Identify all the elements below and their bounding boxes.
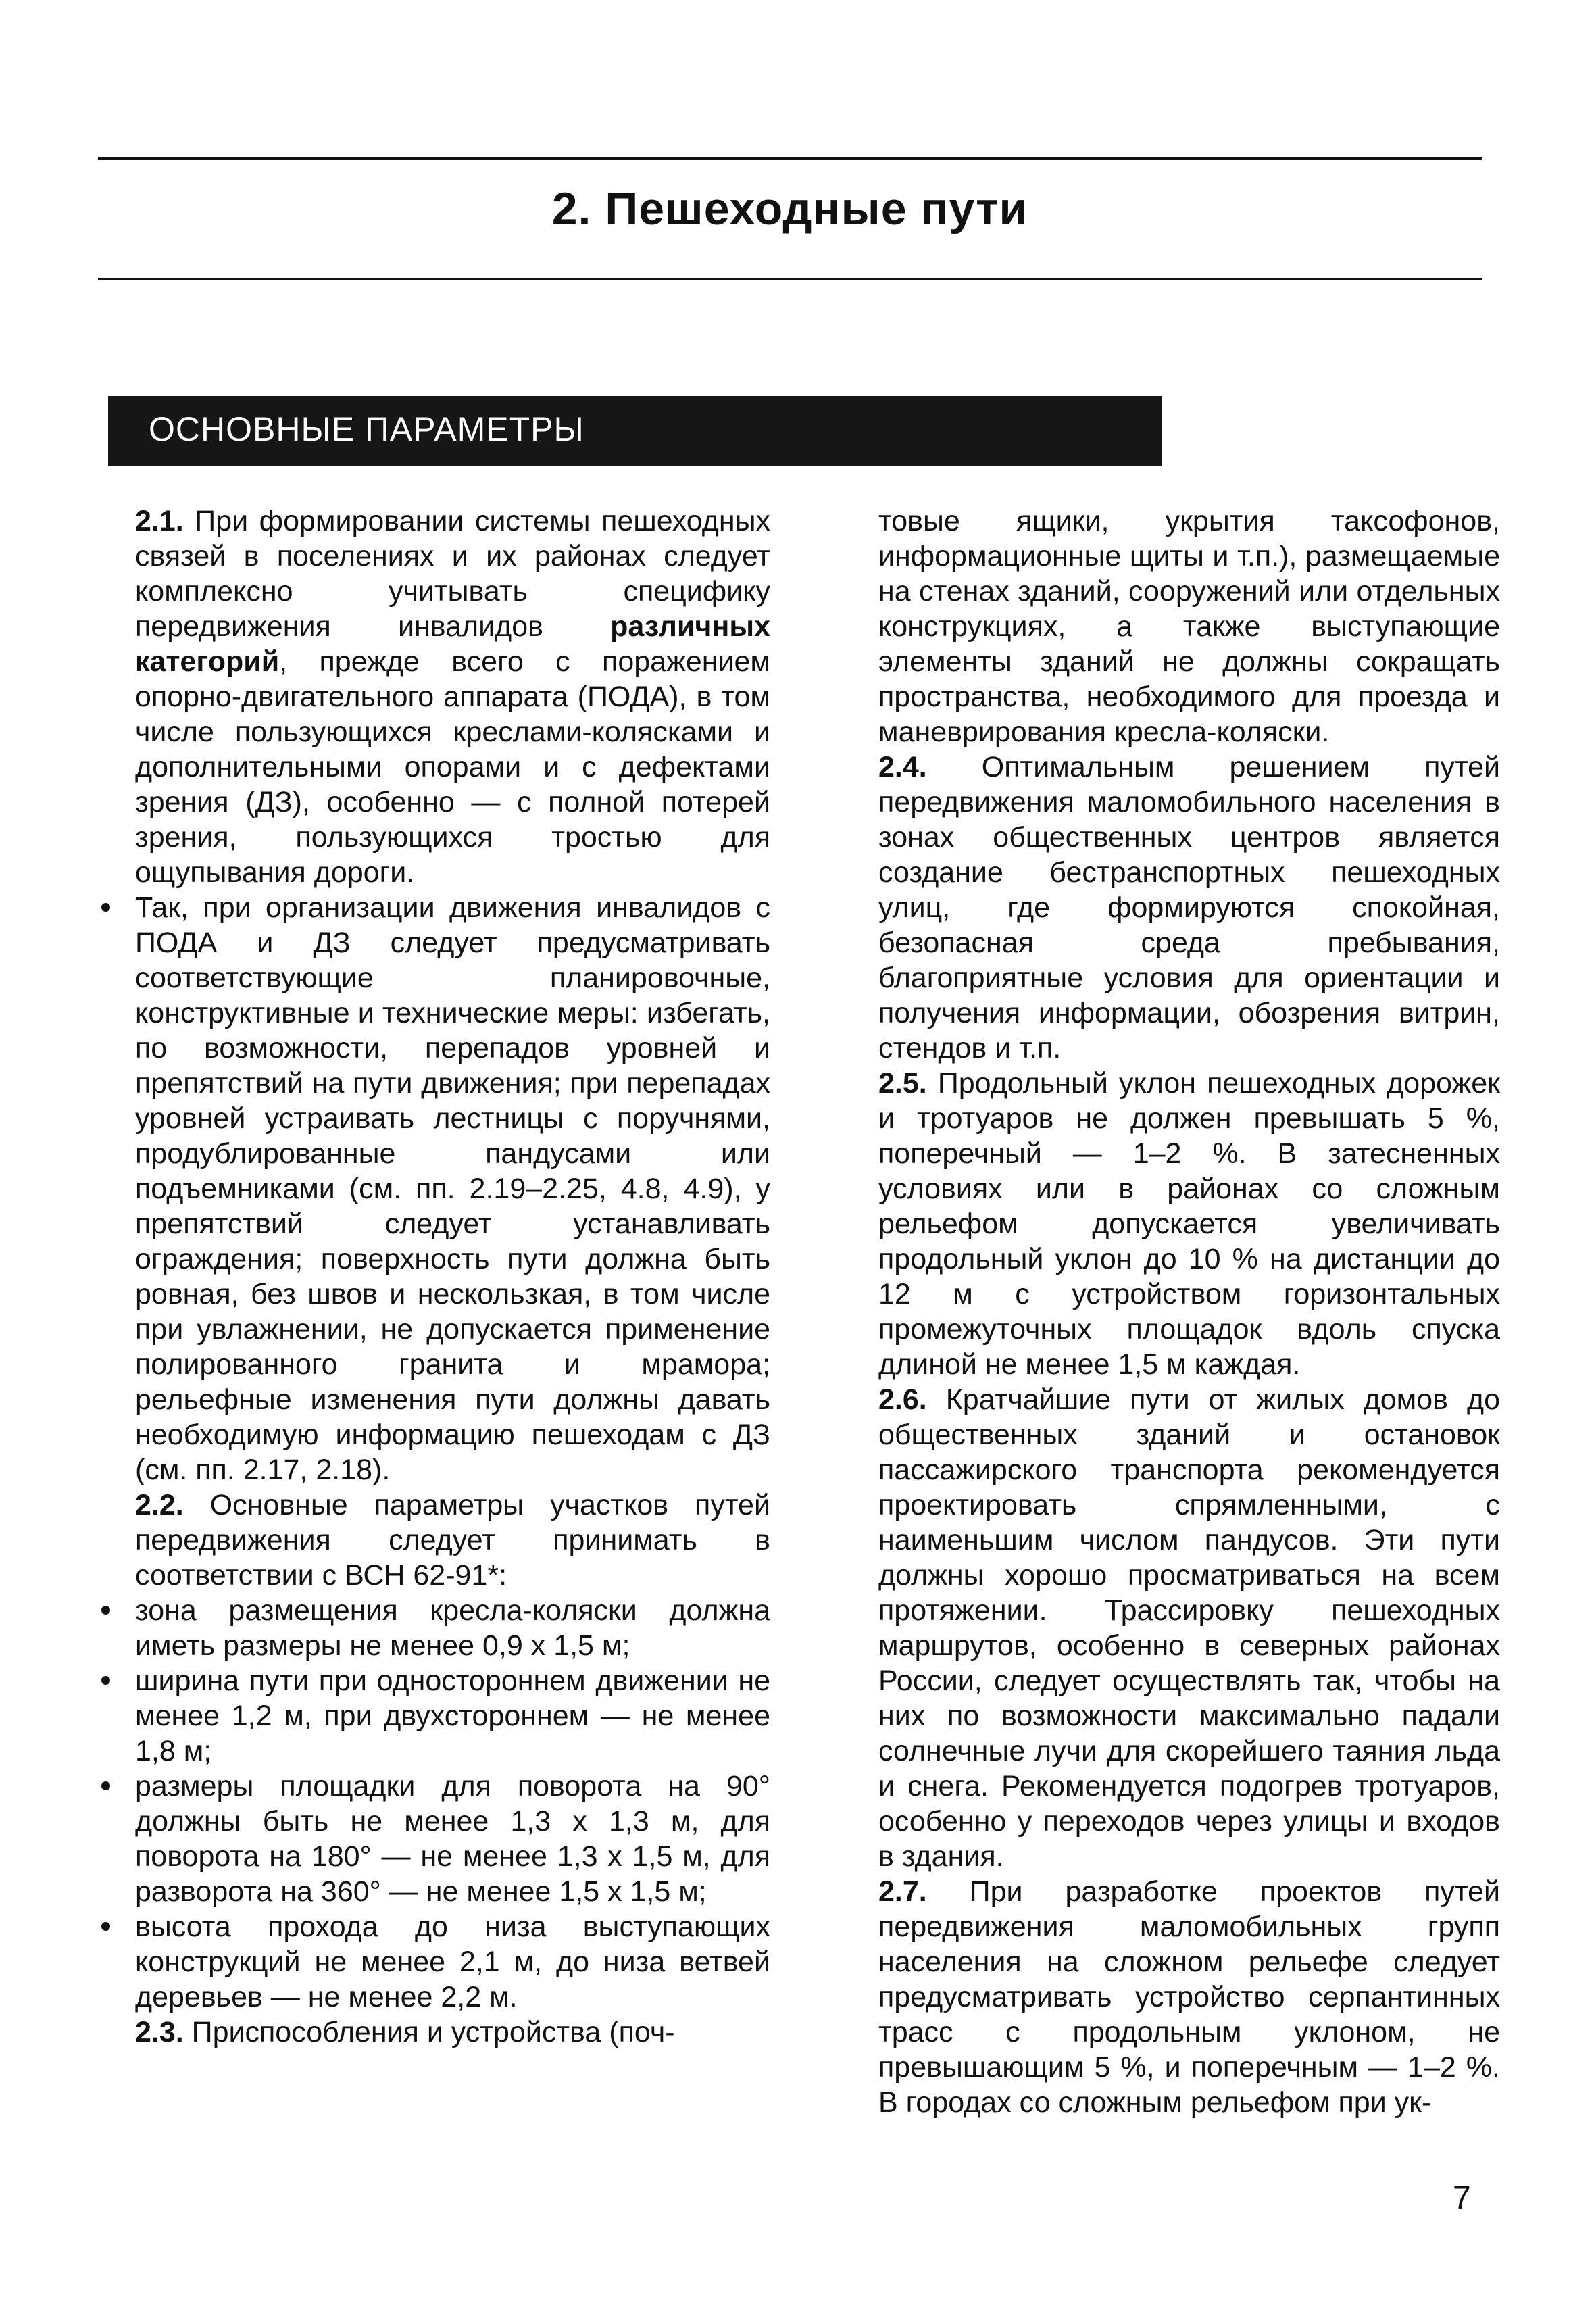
paragraph-number: 2.5. [878,1067,927,1100]
section-title: ОСНОВНЫЕ ПАРАМЕТРЫ [149,410,584,448]
paragraph-text: , прежде всего с поражением опорно-двигательного аппарата (ПОДА), в том числе пользующихся креслами-колясками и дополнительными опорами и с дефектами зрения (ДЗ), особенно — с полной потерей зрения, пользующихся тростью для ощупывания дороги. [135,645,770,889]
top-rule [98,157,1482,160]
bullet-item: ширина пути при одностороннем движении не менее 1,2 м, при двухстороннем — не менее 1,8 м; [135,1665,770,1767]
bullet-item: размеры площадки для поворота на 90° должны быть не менее 1,3 х 1,3 м, для поворота на 180° — не менее 1,3 х 1,5 м, для разворота на 360° — не менее 1,5 х 1,5 м; [135,1770,770,1908]
paragraph-number: 2.1. [135,505,184,537]
paragraph-2-5 [878,1066,1500,1382]
page-number: 7 [1453,2180,1471,2216]
paragraph-2-6 [878,1382,1500,1874]
paragraph-continuation: товые ящики, укрытия таксофонов, информационные щиты и т.п.), размещаемые на стенах зданий, сооружений или отдельных конструкциях, а также выступающие элементы зданий не должны сокращать пространства, необходимого для проезда и маневрирования кресла-коляски. [878,505,1500,748]
bullet-item: высота прохода до низа выступающих конструкций не менее 2,1 м, до низа ветвей деревьев — не менее 2,2 м. [135,1911,770,2013]
paragraph-2-1 [135,503,770,890]
bottom-rule [98,278,1482,280]
paragraph-bold-text: различных категорий [135,610,770,678]
paragraph-number: 2.3. [135,2016,184,2048]
paragraph-text: Основные параметры участков путей передвижения следует принимать в соответствии с ВСН 62-91*: [135,1489,770,1592]
paragraph-2-7 [878,1874,1500,2120]
paragraph-text: Продольный уклон пешеходных дорожек и тротуаров не должен превышать 5 %, поперечный — 1–2 %. В затесненных условиях или в районах со сложным рельефом допускается увеличивать продольный уклон до 10 % на дистанции до 12 м с устройством горизонтальных промежуточных площадок вдоль спуска длиной не менее 1,5 м каждая. [878,1067,1500,1381]
left-column [135,503,770,2050]
bullet-item: Так, при организации движения инвалидов с ПОДА и ДЗ следует предусматривать соответствующие планировочные, конструктивные и технические меры: избегать, по возможности, перепадов уровней и препятствий на пути движения; при перепадах уровней устраивать лестницы с поручнями, продублированные пандусами или подъемниками (см. пп. 2.19–2.25, 4.8, 4.9), у препятствий следует устанавливать ограждения; поверхность пути должна быть ровная, без швов и нескользкая, в том числе при увлажнении, не допускается применение полированного гранита и мрамора; рельефные изменения пути должны давать необходимую информацию пешеходам с ДЗ (см. пп. 2.17, 2.18). [135,891,770,1486]
paragraph-text: Оптимальным решением путей передвижения маломобильного населения в зонах общественных центров является создание бестранспортных пешеходных улиц, где формируются спокойная, безопасная среда пребывания, благоприятные условия для ориентации и получения информации, обозрения витрин, стендов и т.п. [878,751,1500,1064]
section-header-bar [108,396,1162,466]
paragraph-2-2 [135,1487,770,1593]
paragraph-number: 2.6. [878,1383,927,1416]
right-column [878,503,1500,2120]
paragraph-number: 2.2. [135,1489,184,1521]
paragraph-text: Кратчайшие пути от жилых домов до общественных зданий и остановок пассажирского транспорта рекомендуется проектировать спрямленными, с наименьшим числом пандусов. Эти пути должны хорошо просматриваться на всем протяжении. Трассировку пешеходных маршрутов, особенно в северных районах России, следует осуществлять так, чтобы на них по возможности максимально падали солнечные лучи для скорейшего таяния льда и снега. Рекомендуется подогрев тротуаров, особенно у переходов через улицы и входов в здания. [878,1383,1500,1873]
paragraph-2-4 [878,749,1500,1066]
paragraph-number: 2.7. [878,1875,927,1908]
paragraph-text: При формировании системы пешеходных связей в поселениях и их районах следует комплексно учитывать специфику передвижения инвалидов [135,505,770,643]
bullet-item: зона размещения кресла-коляски должна иметь размеры не менее 0,9 х 1,5 м; [135,1594,770,1662]
paragraph-text: Приспособления и устройства (поч- [183,2016,675,2048]
paragraph-number: 2.4. [878,751,927,783]
chapter-title: 2. Пешеходные пути [551,183,1028,235]
paragraph-text: При разработке проектов путей передвижения маломобильных групп населения на сложном рельефе следует предусматривать устройство серпантинных трасс с продольным уклоном, не превышающим 5 %, и поперечным — 1–2 %. В городах со сложным рельефом при ук- [878,1875,1500,2119]
paragraph-2-3 [135,2015,770,2050]
